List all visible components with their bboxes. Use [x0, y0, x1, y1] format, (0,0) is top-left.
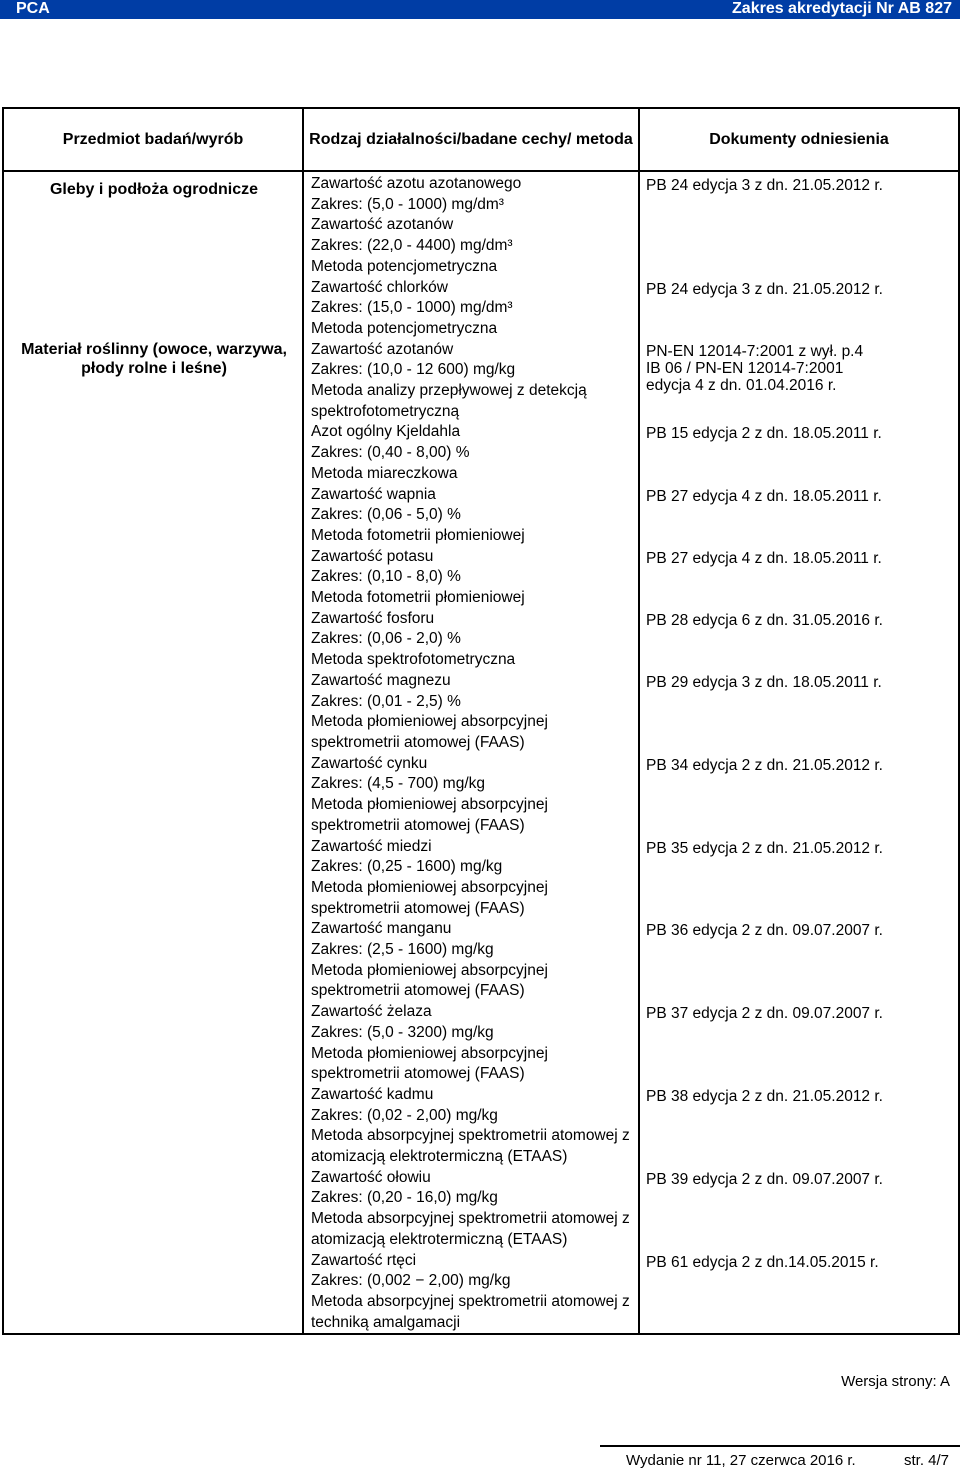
col-header-activity: Rodzaj działalności/badane cechy/ metoda [303, 108, 639, 171]
table-body-row [3, 171, 959, 1334]
reference-entry [646, 1254, 879, 1271]
reference-line: PB 27 edycja 4 z dn. 18.05.2011 r. [646, 487, 882, 505]
activity-line: Zawartość manganu [311, 920, 452, 938]
reference-line: PB 15 edycja 2 z dn. 18.05.2011 r. [646, 425, 882, 443]
reference-entry [646, 1171, 883, 1188]
activity-line: Zakres: (10,0 - 12 600) mg/kg [311, 361, 516, 379]
activity-line: Metoda płomieniowej absorpcyjnej spektrometrii atomowej (FAAS) [311, 1044, 548, 1083]
reference-line: PB 24 edycja 3 z dn. 21.05.2012 r. [646, 280, 883, 298]
footer-edition: Wydanie nr 11, 27 czerwca 2016 r. [626, 1452, 856, 1469]
reference-line: PB 39 edycja 2 z dn. 09.07.2007 r. [646, 1170, 883, 1188]
activity-line: Metoda płomieniowej absorpcyjnej spektrometrii atomowej (FAAS) [311, 796, 548, 834]
activity-line: Metoda miareczkowa [311, 464, 458, 482]
activity-line: Zawartość chlorków [311, 278, 448, 296]
activity-section [311, 485, 638, 547]
activity-line: Zakres: (0,25 - 1600) mg/kg [311, 858, 503, 876]
activity-line: Zakres: (0,01 - 2,5) % [311, 692, 461, 710]
activity-line: Zakres: (5,0 - 1000) mg/dm³ [311, 195, 504, 213]
reference-entry [646, 425, 882, 442]
activity-line: Metoda absorpcyjnej spektrometrii atomowej z atomizacją elektrotermiczną (ETAAS) [311, 1127, 630, 1166]
reference-line: PB 24 edycja 3 z dn. 21.05.2012 r. [646, 177, 883, 194]
reference-line: PB 61 edycja 2 z dn.14.05.2015 r. [646, 1253, 879, 1271]
category-plant-material: Materiał roślinny (owoce, warzywa, płody rolne i leśne) [21, 341, 287, 377]
activity-line: Zawartość azotu azotanowego [311, 175, 522, 192]
activity-line: Metoda absorpcyjnej spektrometrii atomowej z techniką amalgamacji [311, 1292, 630, 1331]
activity-section [311, 1002, 638, 1085]
reference-entry [646, 343, 863, 394]
activity-line: Metoda spektrofotometryczna [311, 651, 516, 669]
page-version: Wersja strony: A [841, 1373, 950, 1390]
reference-line: PB 28 edycja 6 z dn. 31.05.2016 r. [646, 611, 883, 629]
activity-line: Zakres: (0,06 - 5,0) % [311, 506, 461, 524]
activity-line: Zawartość ołowiu [311, 1168, 431, 1186]
reference-entry [646, 177, 883, 194]
header-org: PCA [16, 0, 50, 17]
activity-section [311, 547, 638, 609]
reference-entry [646, 674, 882, 691]
activity-section [311, 671, 638, 754]
activity-line: Zawartość azotanów [311, 216, 454, 234]
activity-line: Azot ogólny Kjeldahla [311, 423, 461, 441]
accreditation-table [2, 107, 960, 1335]
subject-cell [3, 171, 303, 1334]
activity-line: Zawartość rtęci [311, 1251, 417, 1269]
activity-line: Zakres: (22,0 - 4400) mg/dm³ [311, 237, 513, 255]
activity-line: Zakres: (0,06 - 2,0) % [311, 630, 461, 648]
reference-line: PB 36 edycja 2 z dn. 09.07.2007 r. [646, 922, 883, 940]
header-title: Zakres akredytacji Nr AB 827 [732, 0, 952, 17]
category-soils: Gleby i podłoża ogrodnicze [49, 181, 258, 198]
reference-line: PB 34 edycja 2 z dn. 21.05.2012 r. [646, 756, 883, 774]
reference-entry [646, 612, 883, 629]
reference-entry [646, 757, 883, 774]
activity-line: Metoda płomieniowej absorpcyjnej spektrometrii atomowej (FAAS) [311, 713, 548, 751]
activity-line: Zawartość wapnia [311, 485, 436, 503]
reference-line: PB 27 edycja 4 z dn. 18.05.2011 r. [646, 549, 882, 567]
activity-cell [303, 171, 639, 1334]
reference-entry [646, 840, 883, 857]
activity-list [311, 172, 638, 1333]
reference-entry [646, 922, 883, 939]
activity-line: Zakres: (4,5 - 700) mg/kg [311, 775, 486, 793]
activity-line: Zakres: (0,10 - 8,0) % [311, 568, 461, 586]
reference-line: IB 06 / PN-EN 12014-7:2001 [646, 359, 844, 377]
reference-entry [646, 550, 882, 567]
activity-line: Zakres: (0,40 - 8,00) % [311, 444, 470, 462]
activity-section [311, 1168, 638, 1251]
reference-entry [646, 1088, 883, 1105]
activity-line: Metoda płomieniowej absorpcyjnej spektrometrii atomowej (FAAS) [311, 878, 548, 917]
activity-line: Metoda potencjometryczna [311, 319, 498, 337]
table-header-row [3, 108, 959, 171]
reference-line: PB 38 edycja 2 z dn. 21.05.2012 r. [646, 1087, 883, 1105]
documents-cell [639, 171, 959, 1334]
activity-line: Zawartość potasu [311, 547, 434, 565]
activity-section [311, 340, 638, 423]
activity-section [311, 174, 638, 278]
activity-line: Metoda potencjometryczna [311, 257, 498, 275]
reference-line: PB 29 edycja 3 z dn. 18.05.2011 r. [646, 673, 882, 691]
reference-entry [646, 1005, 883, 1022]
reference-line: edycja 4 z dn. 01.04.2016 r. [646, 376, 837, 394]
activity-line: Zawartość fosforu [311, 609, 435, 627]
reference-line: PB 37 edycja 2 z dn. 09.07.2007 r. [646, 1005, 883, 1023]
activity-line: Metoda fotometrii płomieniowej [311, 589, 525, 607]
activity-section [311, 919, 638, 1002]
activity-line: Metoda fotometrii płomieniowej [311, 526, 525, 544]
activity-line: Zawartość magnezu [311, 671, 451, 689]
col-header-subject: Przedmiot badań/wyrób [3, 108, 303, 171]
activity-section [311, 754, 638, 837]
activity-line: Zawartość cynku [311, 754, 428, 772]
activity-section [311, 609, 638, 671]
activity-line: Metoda absorpcyjnej spektrometrii atomowej z atomizacją elektrotermiczną (ETAAS) [311, 1210, 630, 1248]
activity-line: Zakres: (5,0 - 3200) mg/kg [311, 1023, 494, 1041]
activity-section [311, 837, 638, 920]
activity-line: Zakres: (0,20 - 16,0) mg/kg [311, 1189, 498, 1207]
activity-section [311, 422, 638, 484]
activity-line: Zawartość żelaza [311, 1003, 432, 1021]
footer-page-number: str. 4/7 [904, 1452, 950, 1469]
activity-line: Zawartość miedzi [311, 837, 432, 855]
activity-line: Metoda analizy przepływowej z detekcją spektrofotometryczną [311, 382, 587, 420]
reference-line: PN-EN 12014-7:2001 z wył. p.4 [646, 342, 864, 360]
activity-section [311, 1085, 638, 1168]
activity-line: Metoda płomieniowej absorpcyjnej spektrometrii atomowej (FAAS) [311, 961, 548, 1000]
activity-line: Zawartość kadmu [311, 1085, 434, 1103]
activity-section [311, 278, 638, 340]
activity-line: Zawartość azotanów [311, 340, 454, 358]
activity-line: Zakres: (15,0 - 1000) mg/dm³ [311, 299, 513, 317]
page-header-bar [0, 0, 960, 19]
activity-line: Zakres: (0,002 − 2,00) mg/kg [311, 1272, 511, 1290]
activity-line: Zakres: (2,5 - 1600) mg/kg [311, 941, 494, 959]
reference-entry [646, 281, 883, 298]
col-header-documents: Dokumenty odniesienia [639, 108, 959, 171]
reference-entry [646, 488, 882, 505]
activity-section [311, 1251, 638, 1334]
footer-divider [600, 1445, 960, 1447]
activity-line: Zakres: (0,02 - 2,00) mg/kg [311, 1106, 498, 1124]
reference-line: PB 35 edycja 2 z dn. 21.05.2012 r. [646, 839, 883, 857]
